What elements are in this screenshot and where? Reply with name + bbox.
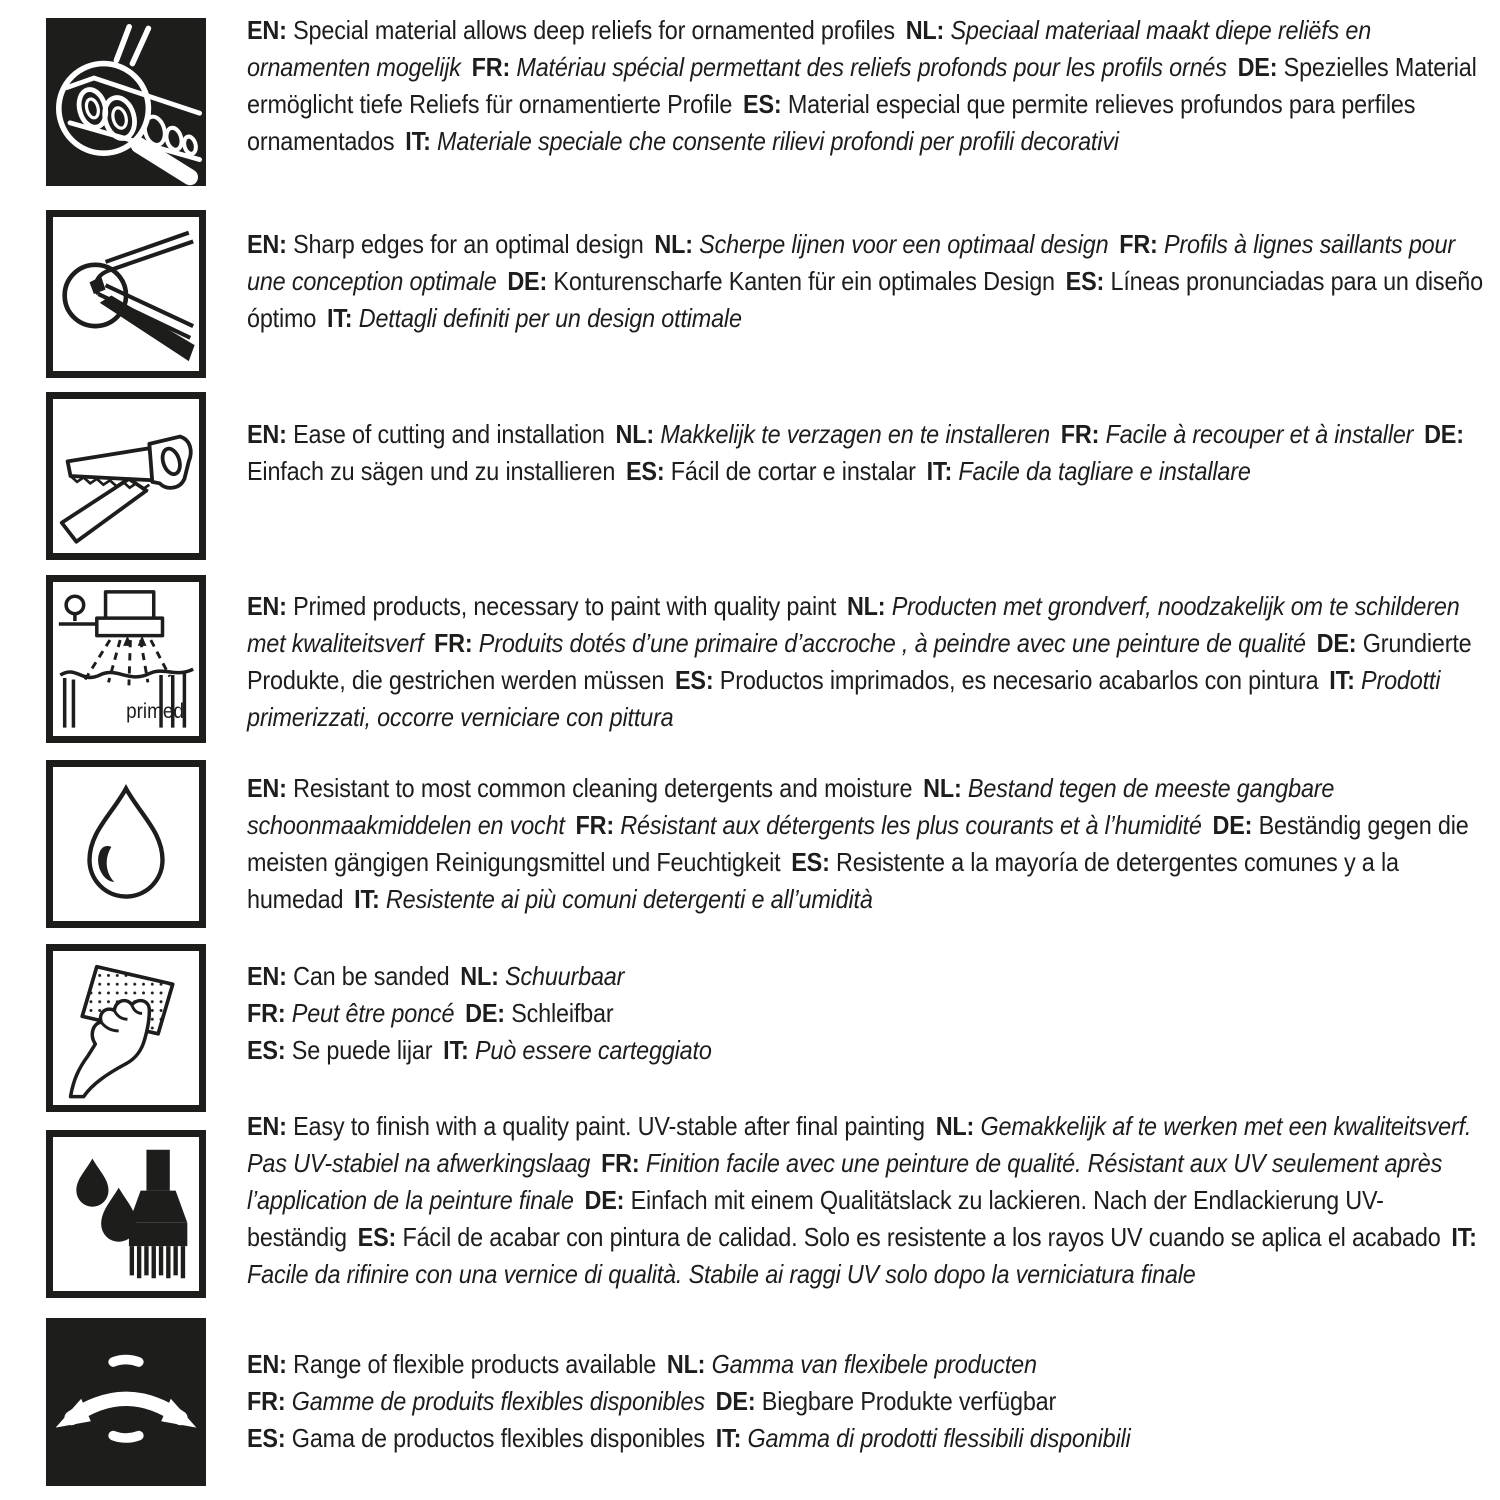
lang-label: FR: <box>575 810 614 840</box>
lang-label: NL: <box>935 1111 975 1141</box>
lang-segment-de <box>465 998 613 1028</box>
lang-label: NL: <box>654 229 693 259</box>
lang-text: Gamme de produits flexibles disponibles <box>291 1386 705 1416</box>
lang-label: FR: <box>247 1386 286 1416</box>
lang-text: Prodotti primerizzati, occorre verniciare con pittura <box>247 665 1441 732</box>
lang-text: Spezielles Material ermöglicht tiefe Reliefs für ornamentierte Profile <box>247 52 1477 119</box>
lang-text: Fácil de acabar con pintura de calidad. Solo es resistente a los rayos UV cuando se aplica el acabado <box>402 1222 1441 1252</box>
lang-text: Primed products, necessary to paint with quality paint <box>293 591 837 621</box>
lang-label: FR: <box>1119 229 1158 259</box>
lang-label: ES: <box>1065 266 1105 296</box>
lang-text: Se puede lijar <box>291 1035 433 1065</box>
lang-text: Gamma van flexibele producten <box>711 1349 1037 1379</box>
lang-label: IT: <box>443 1035 469 1065</box>
lang-label: EN: <box>247 961 287 991</box>
lang-text: Sharp edges for an optimal design <box>293 229 644 259</box>
lang-text: Facile à recouper et à installer <box>1105 419 1414 449</box>
lang-text: Fácil de cortar e instalar <box>670 456 916 486</box>
feature-text-deep-reliefs <box>247 12 1487 160</box>
lang-label: ES: <box>625 456 665 486</box>
lang-text: Résistant aux détergents les plus courants et à l’humidité <box>620 810 1202 840</box>
lang-segment-nl <box>667 1349 1037 1379</box>
feature-text-sanded <box>247 958 1487 1069</box>
lang-text: Facile da tagliare e installare <box>958 456 1251 486</box>
lang-segment-fr <box>247 1386 705 1416</box>
lang-label: DE: <box>465 998 505 1028</box>
lang-text: Beständig gegen die meisten gängigen Reinigungsmittel und Feuchtigkeit <box>247 810 1469 877</box>
lang-label: EN: <box>247 229 287 259</box>
lang-text: Material especial que permite relieves profundos para perfiles ornamentados <box>247 89 1416 156</box>
lang-text: Can be sanded <box>293 961 450 991</box>
lang-label: ES: <box>791 847 830 877</box>
lang-segment-es <box>247 1035 432 1065</box>
lang-segment-en <box>247 591 836 621</box>
lang-text: Resistente ai più comuni detergenti e all’umidità <box>385 884 873 914</box>
lang-label: NL: <box>460 961 499 991</box>
lang-segment-en <box>247 15 895 45</box>
lang-segment-fr <box>576 810 1202 840</box>
lang-segment-de <box>507 266 1055 296</box>
water-drop-icon <box>46 760 206 928</box>
primer-spray-icon <box>46 575 206 743</box>
lang-label: EN: <box>247 419 287 449</box>
feature-text-flexible <box>247 1346 1487 1457</box>
lang-label: DE: <box>715 1386 756 1416</box>
lang-segment-it <box>443 1035 711 1065</box>
lang-segment-fr <box>1061 419 1413 449</box>
lang-text: Dettagli definiti per un design ottimale <box>358 303 742 333</box>
lang-text: Schuurbaar <box>505 961 625 991</box>
lang-label: EN: <box>247 591 287 621</box>
lang-label: DE: <box>1316 628 1357 658</box>
lang-text: Biegbare Produkte verfügbar <box>761 1386 1057 1416</box>
feature-text-cutting <box>247 416 1487 490</box>
lang-segment-en <box>247 1349 656 1379</box>
magnifier-ornamented-profile-icon <box>46 18 206 186</box>
lang-text: Grundierte Produkte, die gestrichen werden müssen <box>247 628 1472 695</box>
lang-segment-it <box>405 126 1119 156</box>
paint-brush-drops-icon <box>46 1130 206 1298</box>
lang-label: DE: <box>584 1185 625 1215</box>
lang-segment-nl <box>654 229 1108 259</box>
lang-segment-en <box>247 961 449 991</box>
lang-segment-it <box>327 303 742 333</box>
lang-text: Materiale speciale che consente rilievi profondi per profili decorativi <box>437 126 1119 156</box>
lang-segment-fr <box>434 628 1306 658</box>
lang-text: Range of flexible products available <box>293 1349 657 1379</box>
lang-text: Gamma di prodotti flessibili disponibili <box>747 1423 1131 1453</box>
lang-label: IT: <box>354 884 380 914</box>
lang-text: Resistente a la mayoría de detergentes comunes y a la humedad <box>247 847 1399 914</box>
lang-label: EN: <box>247 1349 287 1379</box>
lang-text: Producten met grondverf, noodzakelijk om te schilderen met kwaliteitsverf <box>247 591 1460 658</box>
lang-label: NL: <box>615 419 654 449</box>
lang-text: Productos imprimados, es necesario acabarlos con pintura <box>719 665 1319 695</box>
lang-text: Gemakkelijk af te werken met een kwaliteitsverf. Pas UV-stabiel na afwerkingslaag <box>247 1111 1472 1178</box>
lang-segment-es <box>358 1222 1441 1252</box>
lang-text: Produits dotés d’une primaire d’accroche , à peindre avec une peinture de qualité <box>478 628 1306 658</box>
lang-label: ES: <box>357 1222 397 1252</box>
sanding-hand-icon <box>46 944 206 1112</box>
saw-cutting-icon <box>46 392 206 560</box>
lang-text: Einfach zu sägen und zu installieren <box>247 456 616 486</box>
lang-text: Può essere carteggiato <box>474 1035 712 1065</box>
lang-segment-it <box>927 456 1251 486</box>
lang-segment-en <box>247 1111 925 1141</box>
lang-segment-de <box>716 1386 1056 1416</box>
lang-text: Matériau spécial permettant des reliefs profonds pour les profils ornés <box>516 52 1227 82</box>
lang-segment-es <box>675 665 1318 695</box>
lang-label: FR: <box>601 1148 640 1178</box>
lang-segment-es <box>247 1423 705 1453</box>
lang-segment-en <box>247 229 644 259</box>
lang-label: EN: <box>247 1111 287 1141</box>
feature-text-moisture <box>247 770 1487 918</box>
lang-label: DE: <box>507 266 548 296</box>
lang-text: Líneas pronunciadas para un diseño óptimo <box>247 266 1483 333</box>
lang-text: Gama de productos flexibles disponibles <box>291 1423 705 1453</box>
lang-text: Bestand tegen de meeste gangbare schoonmaakmiddelen en vocht <box>247 773 1335 840</box>
lang-label: ES: <box>247 1035 286 1065</box>
lang-text: Speciaal materiaal maakt diepe reliëfs en ornamenten mogelijk <box>247 15 1372 82</box>
lang-label: FR: <box>247 998 286 1028</box>
lang-label: IT: <box>405 126 431 156</box>
lang-text: Einfach mit einem Qualitätslack zu lackieren. Nach der Endlackierung UV-beständig <box>247 1185 1384 1252</box>
feature-text-paint-uv <box>247 1108 1487 1293</box>
lang-text: Scherpe lijnen voor een optimaal design <box>699 229 1109 259</box>
lang-label: ES: <box>743 89 782 119</box>
lang-label: IT: <box>326 303 353 333</box>
lang-label: EN: <box>247 15 287 45</box>
lang-label: FR: <box>471 52 511 82</box>
lang-segment-fr <box>247 998 454 1028</box>
lang-label: IT: <box>1329 665 1355 695</box>
lang-label: NL: <box>923 773 962 803</box>
lang-text: Easy to finish with a quality paint. UV-stable after final painting <box>293 1111 925 1141</box>
lang-segment-it <box>716 1423 1131 1453</box>
feature-text-sharp-edges <box>247 226 1487 337</box>
lang-label: NL: <box>846 591 886 621</box>
lang-segment-nl <box>616 419 1050 449</box>
lang-segment-en <box>247 773 912 803</box>
lang-segment-fr <box>472 52 1227 82</box>
lang-label: EN: <box>247 773 287 803</box>
lang-text: Schleifbar <box>511 998 614 1028</box>
flex-arrow-icon <box>46 1318 206 1486</box>
lang-label: NL: <box>905 15 945 45</box>
lang-label: IT: <box>926 456 953 486</box>
lang-text: Finition facile avec une peinture de qualité. Résistant aux UV seulement après l’application de la peinture finale <box>247 1148 1443 1215</box>
lang-text: Resistant to most common cleaning detergents and moisture <box>293 773 913 803</box>
lang-label: ES: <box>247 1423 286 1453</box>
lang-label: FR: <box>434 628 473 658</box>
lang-text: Special material allows deep reliefs for ornamented profiles <box>293 15 895 45</box>
lang-label: ES: <box>675 665 714 695</box>
lang-text: Konturenscharfe Kanten für ein optimales Design <box>553 266 1055 296</box>
lang-text: Peut être poncé <box>291 998 455 1028</box>
lang-segment-en <box>247 419 605 449</box>
lang-label: DE: <box>1424 419 1464 449</box>
lang-label: FR: <box>1060 419 1100 449</box>
lang-text: Facile da rifinire con una vernice di qualità. Stabile ai raggi UV solo dopo la verniciatura finale <box>247 1259 1196 1289</box>
lang-text: Makkelijk te verzagen en te installeren <box>660 419 1051 449</box>
lang-label: IT: <box>1451 1222 1477 1252</box>
lang-label: DE: <box>1237 52 1278 82</box>
lang-text: Ease of cutting and installation <box>293 419 605 449</box>
lang-label: IT: <box>715 1423 742 1453</box>
sharp-edges-profile-icon <box>46 210 206 378</box>
lang-label: DE: <box>1212 810 1253 840</box>
primed-label: primed <box>126 700 184 723</box>
lang-segment-it <box>354 884 873 914</box>
lang-segment-nl <box>460 961 624 991</box>
feature-text-primed <box>247 588 1487 736</box>
lang-segment-es <box>626 456 916 486</box>
lang-label: NL: <box>666 1349 706 1379</box>
lang-text: Profils à lignes saillants pour une conception optimale <box>247 229 1455 296</box>
